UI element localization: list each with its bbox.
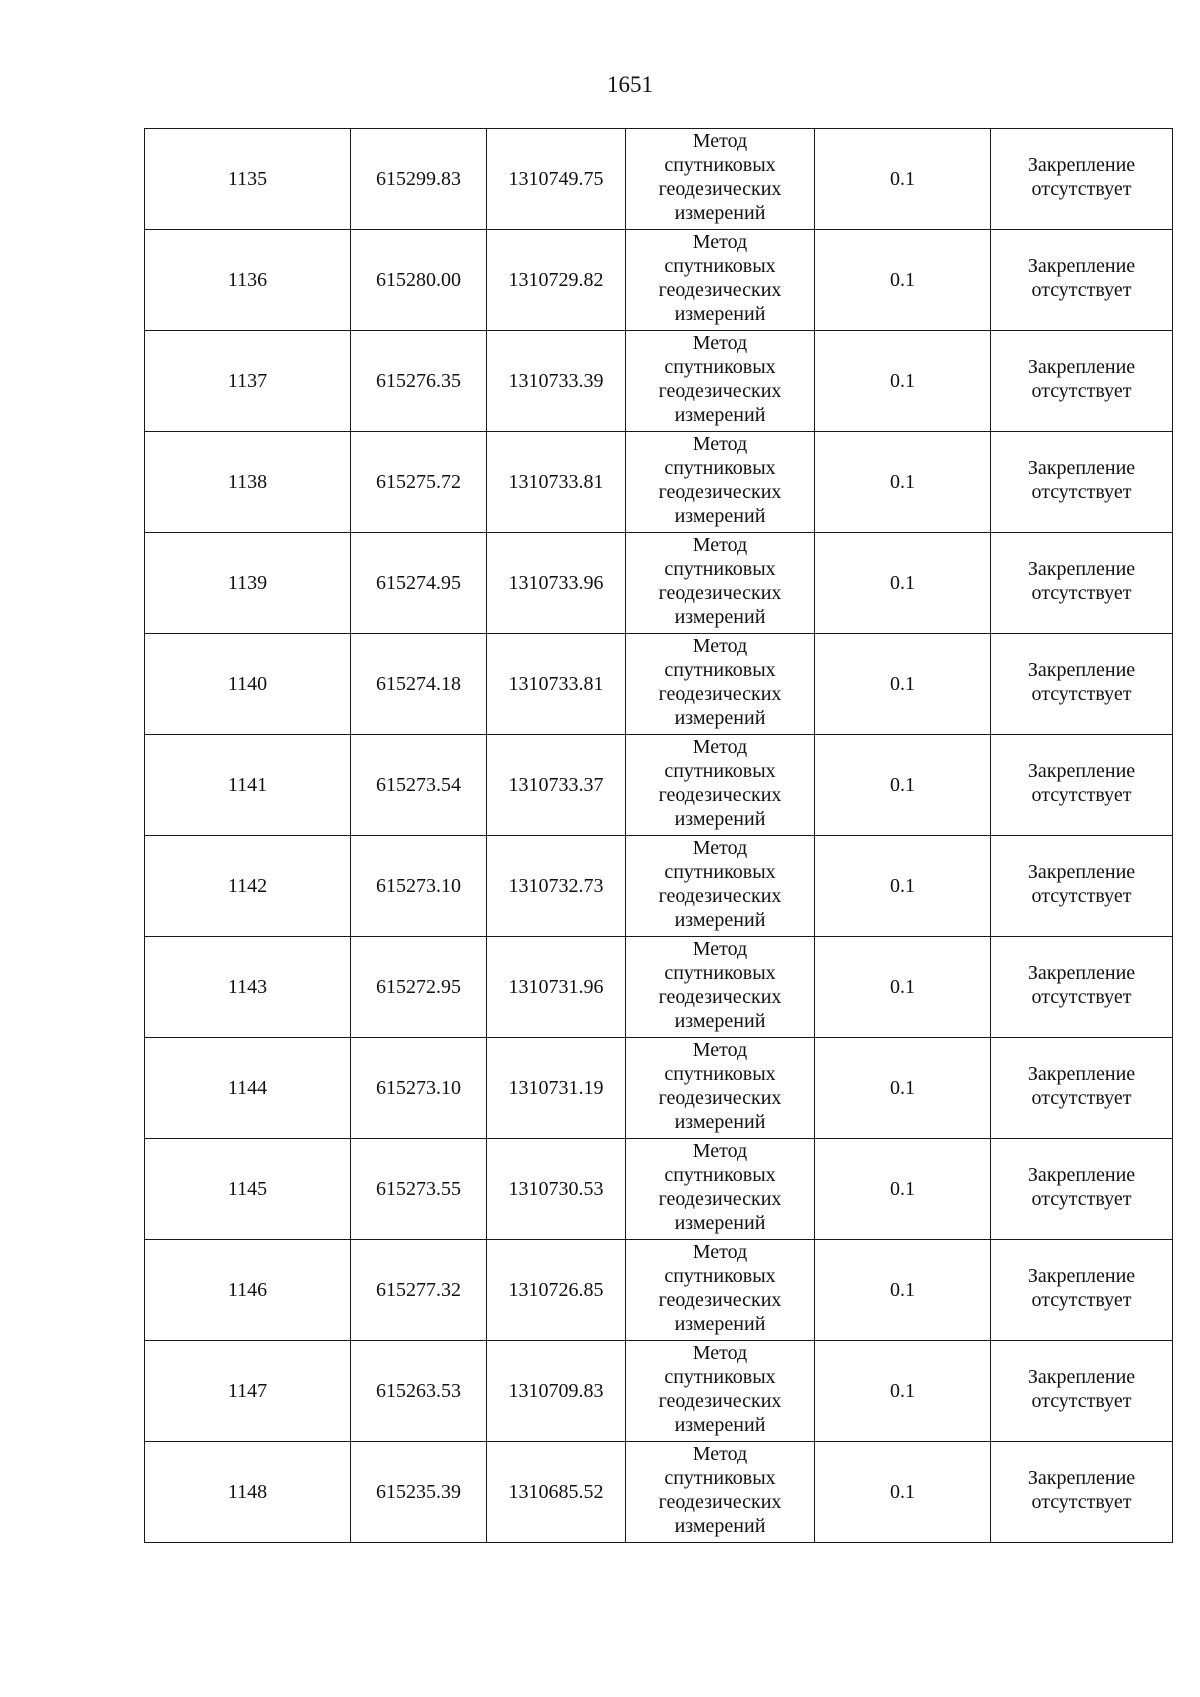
method-cell [626,1240,815,1341]
x-coordinate-cell: 615276.35 [351,331,487,432]
fixing-text: Закрепление отсутствует [1027,255,1136,301]
fixing-cell [991,1240,1173,1341]
fixing-cell [991,331,1173,432]
x-coordinate-cell: 615277.32 [351,1240,487,1341]
table-row [145,634,1173,735]
point-number-cell: 1142 [145,836,351,937]
y-coordinate-cell: 1310729.82 [487,230,626,331]
accuracy-cell: 0.1 [815,634,991,735]
fixing-text: Закрепление отсутствует [1027,154,1136,200]
table-row [145,1038,1173,1139]
accuracy-cell: 0.1 [815,432,991,533]
fixing-cell [991,230,1173,331]
y-coordinate-cell: 1310685.52 [487,1442,626,1543]
accuracy-cell: 0.1 [815,533,991,634]
fixing-cell [991,432,1173,533]
method-text: Метод спутниковых геодезических измерений [658,837,782,931]
table-row [145,1139,1173,1240]
y-coordinate-cell: 1310726.85 [487,1240,626,1341]
method-text: Метод спутниковых геодезических измерений [658,736,782,830]
point-number-cell: 1147 [145,1341,351,1442]
fixing-text: Закрепление отсутствует [1027,457,1136,503]
method-text: Метод спутниковых геодезических измерений [658,1342,782,1436]
table-row [145,533,1173,634]
x-coordinate-cell: 615272.95 [351,937,487,1038]
method-cell [626,1038,815,1139]
fixing-text: Закрепление отсутствует [1027,558,1136,604]
table-row [145,735,1173,836]
y-coordinate-cell: 1310733.39 [487,331,626,432]
x-coordinate-cell: 615273.10 [351,836,487,937]
accuracy-cell: 0.1 [815,230,991,331]
x-coordinate-cell: 615299.83 [351,129,487,230]
accuracy-cell: 0.1 [815,129,991,230]
table-row [145,230,1173,331]
method-text: Метод спутниковых геодезических измерений [658,635,782,729]
x-coordinate-cell: 615274.95 [351,533,487,634]
table-row [145,836,1173,937]
accuracy-cell: 0.1 [815,735,991,836]
point-number-cell: 1146 [145,1240,351,1341]
y-coordinate-cell: 1310733.81 [487,432,626,533]
method-cell [626,1139,815,1240]
fixing-cell [991,937,1173,1038]
method-text: Метод спутниковых геодезических измерений [658,130,782,224]
x-coordinate-cell: 615235.39 [351,1442,487,1543]
point-number-cell: 1141 [145,735,351,836]
method-text: Метод спутниковых геодезических измерений [658,433,782,527]
method-cell [626,836,815,937]
method-text: Метод спутниковых геодезических измерений [658,938,782,1032]
method-text: Метод спутниковых геодезических измерений [658,231,782,325]
coordinates-table-body [145,129,1173,1543]
x-coordinate-cell: 615273.55 [351,1139,487,1240]
method-cell [626,129,815,230]
y-coordinate-cell: 1310749.75 [487,129,626,230]
fixing-text: Закрепление отсутствует [1027,760,1136,806]
point-number-cell: 1139 [145,533,351,634]
y-coordinate-cell: 1310731.19 [487,1038,626,1139]
fixing-text: Закрепление отсутствует [1027,962,1136,1008]
accuracy-cell: 0.1 [815,1341,991,1442]
fixing-text: Закрепление отсутствует [1027,1467,1136,1513]
method-text: Метод спутниковых геодезических измерений [658,1241,782,1335]
method-cell [626,230,815,331]
fixing-cell [991,836,1173,937]
accuracy-cell: 0.1 [815,937,991,1038]
x-coordinate-cell: 615273.54 [351,735,487,836]
x-coordinate-cell: 615275.72 [351,432,487,533]
point-number-cell: 1137 [145,331,351,432]
fixing-cell [991,1139,1173,1240]
method-cell [626,533,815,634]
fixing-text: Закрепление отсутствует [1027,1063,1136,1109]
y-coordinate-cell: 1310731.96 [487,937,626,1038]
table-row [145,129,1173,230]
x-coordinate-cell: 615263.53 [351,1341,487,1442]
fixing-cell [991,1038,1173,1139]
point-number-cell: 1148 [145,1442,351,1543]
fixing-cell [991,634,1173,735]
method-cell [626,735,815,836]
method-text: Метод спутниковых геодезических измерений [658,332,782,426]
table-row [145,937,1173,1038]
fixing-text: Закрепление отсутствует [1027,861,1136,907]
y-coordinate-cell: 1310733.96 [487,533,626,634]
method-cell [626,1341,815,1442]
page-number: 1651 [607,72,653,97]
x-coordinate-cell: 615273.10 [351,1038,487,1139]
method-text: Метод спутниковых геодезических измерений [658,1140,782,1234]
x-coordinate-cell: 615280.00 [351,230,487,331]
method-cell [626,432,815,533]
point-number-cell: 1143 [145,937,351,1038]
y-coordinate-cell: 1310732.73 [487,836,626,937]
fixing-cell [991,533,1173,634]
coordinates-table [144,128,1173,1543]
accuracy-cell: 0.1 [815,1442,991,1543]
fixing-cell [991,129,1173,230]
y-coordinate-cell: 1310709.83 [487,1341,626,1442]
table-row [145,1442,1173,1543]
method-text: Метод спутниковых геодезических измерений [658,1443,782,1537]
table-row [145,1240,1173,1341]
fixing-text: Закрепление отсутствует [1027,356,1136,402]
point-number-cell: 1138 [145,432,351,533]
fixing-text: Закрепление отсутствует [1027,1265,1136,1311]
fixing-text: Закрепление отсутствует [1027,1366,1136,1412]
fixing-cell [991,1341,1173,1442]
accuracy-cell: 0.1 [815,1240,991,1341]
table-row [145,432,1173,533]
method-text: Метод спутниковых геодезических измерений [658,534,782,628]
method-cell [626,634,815,735]
fixing-cell [991,1442,1173,1543]
accuracy-cell: 0.1 [815,1139,991,1240]
y-coordinate-cell: 1310730.53 [487,1139,626,1240]
point-number-cell: 1136 [145,230,351,331]
fixing-cell [991,735,1173,836]
fixing-text: Закрепление отсутствует [1027,659,1136,705]
accuracy-cell: 0.1 [815,1038,991,1139]
method-text: Метод спутниковых геодезических измерений [658,1039,782,1133]
y-coordinate-cell: 1310733.81 [487,634,626,735]
point-number-cell: 1144 [145,1038,351,1139]
method-cell [626,1442,815,1543]
accuracy-cell: 0.1 [815,836,991,937]
method-cell [626,937,815,1038]
table-row [145,1341,1173,1442]
point-number-cell: 1140 [145,634,351,735]
y-coordinate-cell: 1310733.37 [487,735,626,836]
accuracy-cell: 0.1 [815,331,991,432]
x-coordinate-cell: 615274.18 [351,634,487,735]
method-cell [626,331,815,432]
fixing-text: Закрепление отсутствует [1027,1164,1136,1210]
point-number-cell: 1135 [145,129,351,230]
point-number-cell: 1145 [145,1139,351,1240]
table-row [145,331,1173,432]
